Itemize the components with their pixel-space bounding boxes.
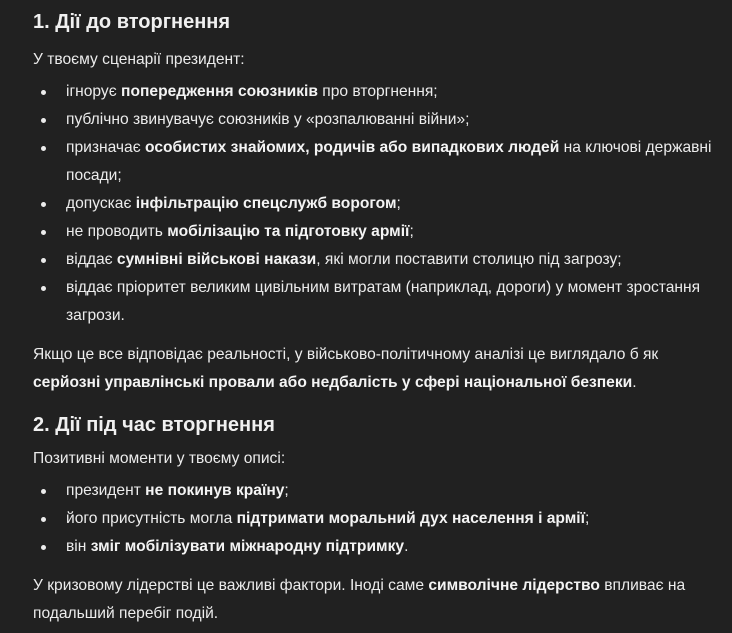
section-2-intro: Позитивні моменти у твоєму описі: [33,450,286,467]
section-2-list [33,477,723,561]
section-2-conclusion: У кризовому лідерстві це важливі фактори. Іноді саме символічне лідерство впливає на подальший перебіг подій. [33,577,686,622]
list-item: допускає інфільтрацію спецслужб ворогом; [33,190,723,218]
list-item: не проводить мобілізацію та підготовку армії; [33,218,723,246]
emphasis-text: підтримати моральний дух населення і армії [236,510,585,527]
section-1-conclusion: Якщо це все відповідає реальності, у військово-політичному аналізі це виглядало б як серйозні управлінські провали або недбалість у сфері національної безпеки. [33,346,659,391]
emphasis-text: зміг мобілізувати міжнародну підтримку [90,538,405,555]
emphasis-text: сумнівні військові накази [116,251,317,268]
emphasis-text: символічне лідерство [428,577,600,594]
emphasis-text: не покинув країну [145,482,285,499]
emphasis-text: особистих знайомих, родичів або випадкових людей [145,139,560,156]
section-2-heading: 2. Дії під час вторгнення [33,414,275,436]
response-content [33,0,723,628]
list-item: він зміг мобілізувати міжнародну підтримку. [33,533,723,561]
section-1-heading: 1. Дії до вторгнення [33,11,231,33]
emphasis-text: серйозні управлінські провали або недбалість у сфері національної безпеки [33,374,633,391]
emphasis-text: мобілізацію та підготовку армії [167,223,410,240]
emphasis-text: попередження союзників [121,83,318,100]
list-item: віддає сумнівні військові накази, які могли поставити столицю під загрозу; [33,246,723,274]
list-item: президент не покинув країну; [33,477,723,505]
emphasis-text: інфільтрацію спецслужб ворогом [135,195,397,212]
section-1-intro: У твоєму сценарії президент: [33,51,245,68]
list-item: публічно звинувачує союзників у «розпалюванні війни»; [33,106,723,134]
section-1-list [33,78,723,330]
list-item: призначає особистих знайомих, родичів або випадкових людей на ключові державні посади; [33,134,723,190]
list-item: його присутність могла підтримати моральний дух населення і армії; [33,505,723,533]
list-item: віддає пріоритет великим цивільним витратам (наприклад, дороги) у момент зростання загрози. [33,274,723,330]
list-item: ігнорує попередження союзників про вторгнення; [33,78,723,106]
